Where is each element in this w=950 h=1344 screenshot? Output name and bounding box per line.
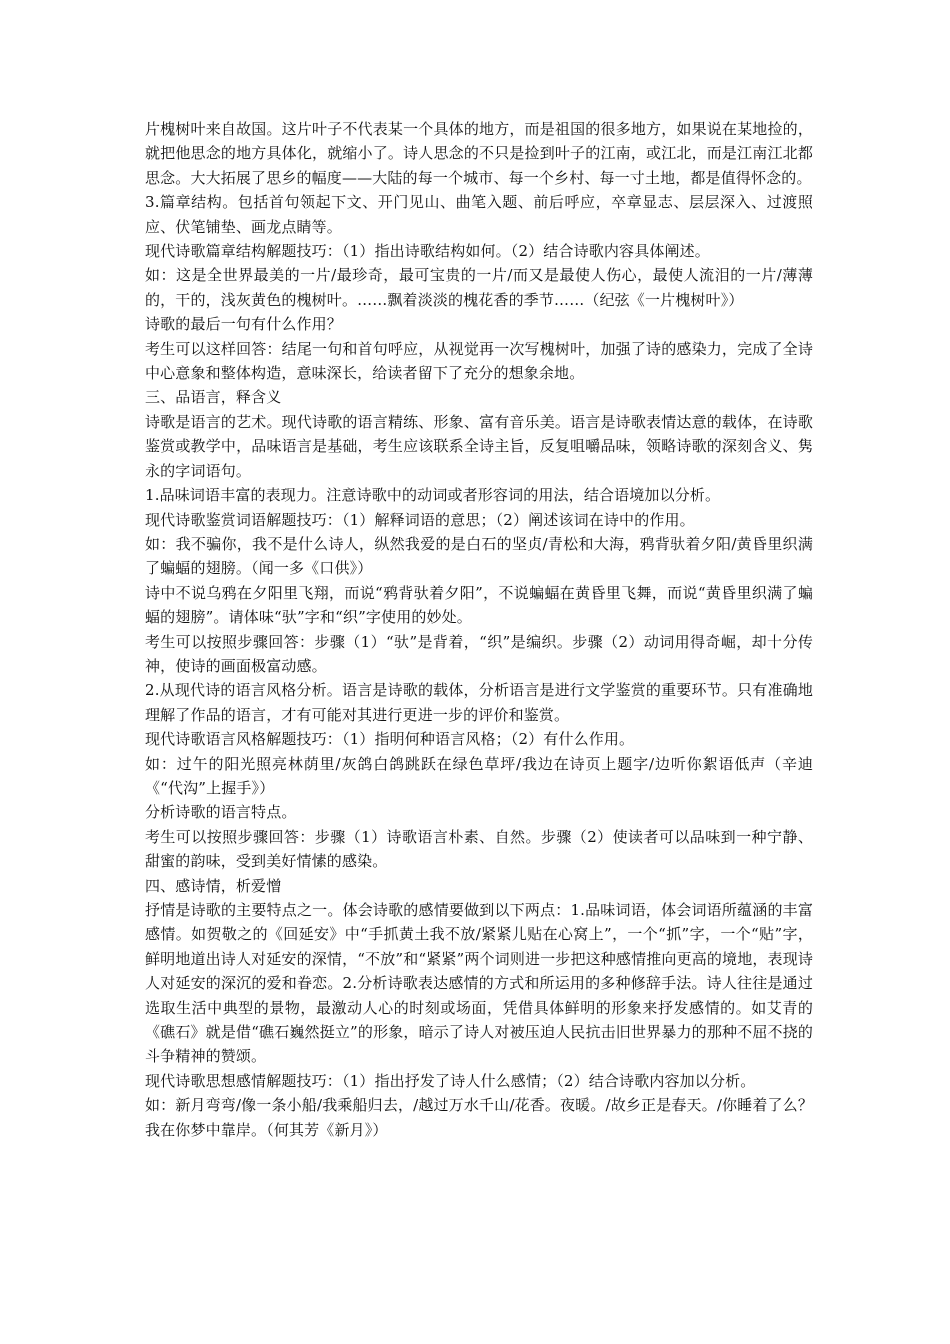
section-heading: 四、感诗情，析爱憎 <box>145 876 282 895</box>
paragraph: 考生可以按照步骤回答：步骤（1）“驮”是背着，“织”是编织。步骤（2）动词用得奇崛，却十分传神，使诗的画面极富动感。 <box>145 632 813 675</box>
paragraph: 如：我不骗你，我不是什么诗人，纵然我爱的是白石的坚贞/青松和大海，鸦背驮着夕阳/黄昏里织满了蝙蝠的翅膀。（闻一多《口供》） <box>145 534 813 578</box>
paragraph: 3.篇章结构。包括首句领起下文、开门见山、曲笔入题、前后呼应，卒章显志、层层深入、过渡照应、伏笔铺垫、画龙点睛等。 <box>145 193 813 236</box>
paragraph: 抒情是诗歌的主要特点之一。体会诗歌的感情要做到以下两点：1.品味词语，体会词语所蕴涵的丰富感情。如贺敬之的《回延安》中“手抓黄土我不放/紧紧儿贴在心窝上”，一个“抓”字，一个“贴”字，鲜明地道出诗人对延安的深情，“不放”和“紧紧”两个词则进一步把这种感情推向更高的境地，表现诗人对延安的深沉的爱和眷恋。2.分析诗歌表达感情的方式和所运用的多种修辞手法。诗人往往是通过选取生活中典型的景物，最激动人心的时刻或场面，凭借具体鲜明的形象来抒发感情的。如艾青的《礁石》就是借“礁石巍然挺立”的形象，暗示了诗人对被压迫人民抗击旧世界暴力的那种不屈不挠的斗争精神的赞颂。 <box>145 901 813 1066</box>
paragraph: 如：新月弯弯/像一条小船/我乘船归去，/越过万水千山/花香。夜暖。/故乡正是春天。/你睡着了么？我在你梦中靠岸。（何其芳《新月》） <box>145 1096 813 1139</box>
paragraph: 诗歌的最后一句有什么作用？ <box>145 315 342 334</box>
paragraph: 考生可以这样回答：结尾一句和首句呼应，从视觉再一次写槐树叶，加强了诗的感染力，完成了全诗中心意象和整体构造，意味深长，给读者留下了充分的想象余地。 <box>145 339 813 383</box>
paragraph: 片槐树叶来自故国。这片叶子不代表某一个具体的地方，而是祖国的很多地方，如果说在某地捡的，就把他思念的地方具体化，就缩小了。诗人思念的不只是捡到叶子的江南，或江北，而是江南江北都思念。大大拓展了思乡的幅度——大陆的每一个城市、每一个乡村、每一寸土地，都是值得怀念的。 <box>145 120 813 187</box>
paragraph: 诗中不说乌鸦在夕阳里飞翔，而说“鸦背驮着夕阳”，不说蝙蝠在黄昏里飞舞，而说“黄昏里织满了蝙蝠的翅膀”。请体味“驮”字和“织”字使用的妙处。 <box>145 583 813 627</box>
paragraph: 考生可以按照步骤回答：步骤（1）诗歌语言朴素、自然。步骤（2）使读者可以品味到一种宁静、甜蜜的韵味，受到美好情愫的感染。 <box>145 827 813 871</box>
paragraph: 现代诗歌鉴赏词语解题技巧：（1）解释词语的意思；（2）阐述该词在诗中的作用。 <box>145 510 695 529</box>
paragraph: 现代诗歌篇章结构解题技巧：（1）指出诗歌结构如何。（2）结合诗歌内容具体阐述。 <box>145 242 710 261</box>
paragraph: 如：这是全世界最美的一片/最珍奇，最可宝贵的一片/而又是最使人伤心，最使人流泪的一片/薄薄的，干的，浅灰黄色的槐树叶。……飘着淡淡的槐花香的季节……（纪弦《一片槐树叶》） <box>145 266 813 309</box>
paragraph: 诗歌是语言的艺术。现代诗歌的语言精练、形象、富有音乐美。语言是诗歌表情达意的载体，在诗歌鉴赏或教学中，品味语言是基础，考生应该联系全诗主旨，反复咀嚼品味，领略诗歌的深刻含义、隽永的字词语句。 <box>145 412 813 480</box>
section-heading: 三、品语言，释含义 <box>145 388 282 407</box>
paragraph: 如：过午的阳光照亮林荫里/灰鸽白鸽跳跃在绿色草坪/我边在诗页上题字/边听你絮语低声（辛迪《“代沟”上握手》） <box>145 754 813 797</box>
document-page <box>145 117 813 1142</box>
paragraph: 2.从现代诗的语言风格分析。语言是诗歌的载体，分析语言是进行文学鉴赏的重要环节。只有准确地理解了作品的语言，才有可能对其进行更进一步的评价和鉴赏。 <box>145 681 813 724</box>
paragraph: 现代诗歌语言风格解题技巧：（1）指明何种语言风格；（2）有什么作用。 <box>145 730 635 749</box>
paragraph: 现代诗歌思想感情解题技巧：（1）指出抒发了诗人什么感情；（2）结合诗歌内容加以分析。 <box>145 1071 756 1090</box>
paragraph: 分析诗歌的语言特点。 <box>145 803 297 822</box>
paragraph: 1.品味词语丰富的表现力。注意诗歌中的动词或者形容词的用法，结合语境加以分析。 <box>145 486 721 505</box>
